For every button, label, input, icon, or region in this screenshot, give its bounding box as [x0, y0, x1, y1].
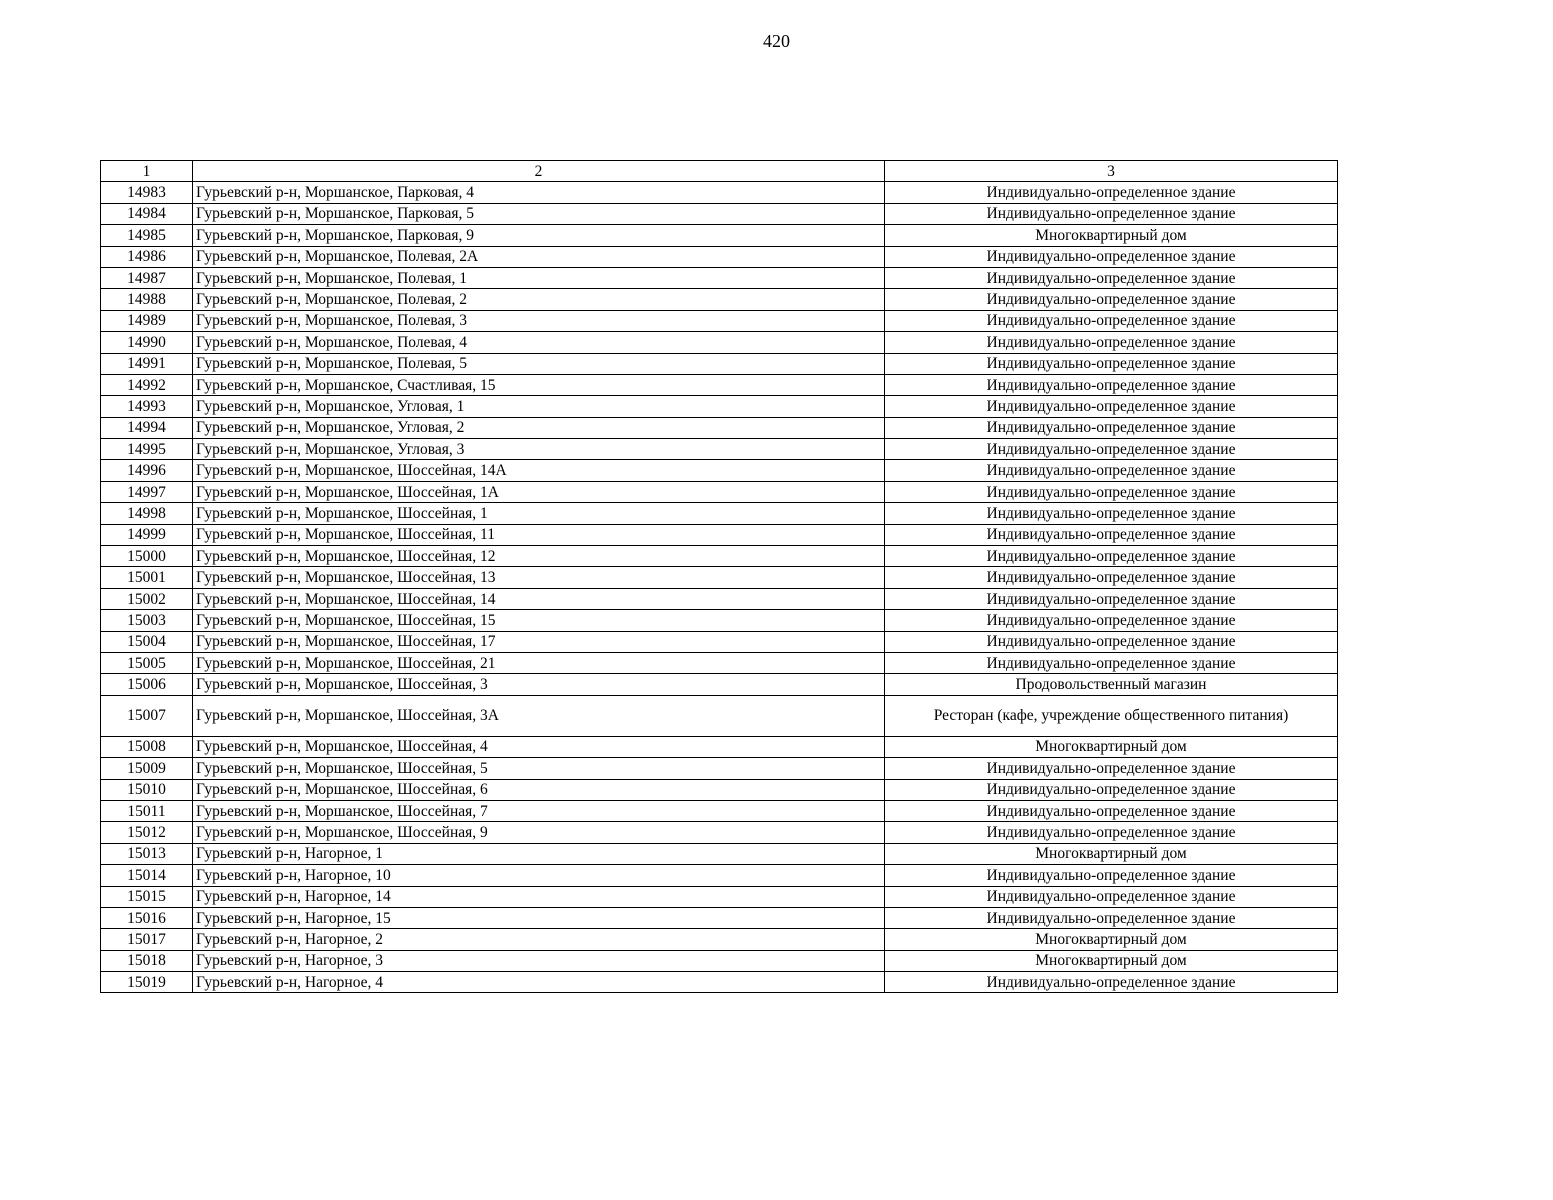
table-row — [101, 972, 1338, 993]
row-number-cell: 15008 — [101, 736, 193, 757]
table-row — [101, 674, 1338, 695]
object-type-cell: Индивидуально-определенное здание — [885, 332, 1338, 353]
object-type-cell: Индивидуально-определенное здание — [885, 865, 1338, 886]
registry-table — [100, 160, 1338, 993]
row-number-cell: 15004 — [101, 631, 193, 652]
table-row — [101, 631, 1338, 652]
row-number-cell: 15006 — [101, 674, 193, 695]
object-type-cell: Продовольственный магазин — [885, 674, 1338, 695]
address-cell: Гурьевский р-н, Моршанское, Парковая, 9 — [193, 225, 885, 246]
table-row — [101, 929, 1338, 950]
row-number-cell: 15010 — [101, 779, 193, 800]
row-number-cell: 14993 — [101, 396, 193, 417]
address-cell: Гурьевский р-н, Моршанское, Шоссейная, 15 — [193, 610, 885, 631]
row-number-cell: 14984 — [101, 203, 193, 224]
table-row — [101, 289, 1338, 310]
object-type-cell: Многоквартирный дом — [885, 950, 1338, 971]
table-row — [101, 907, 1338, 928]
row-number-cell: 14985 — [101, 225, 193, 246]
table-row — [101, 652, 1338, 673]
object-type-cell: Многоквартирный дом — [885, 225, 1338, 246]
row-number-cell: 14983 — [101, 182, 193, 203]
table-row — [101, 950, 1338, 971]
header-cell-3: 3 — [885, 161, 1338, 182]
table-row — [101, 736, 1338, 757]
object-type-cell: Индивидуально-определенное здание — [885, 460, 1338, 481]
object-type-cell: Многоквартирный дом — [885, 929, 1338, 950]
table-row — [101, 843, 1338, 864]
address-cell: Гурьевский р-н, Моршанское, Парковая, 5 — [193, 203, 885, 224]
row-number-cell: 14986 — [101, 246, 193, 267]
row-number-cell: 15015 — [101, 886, 193, 907]
row-number-cell: 14994 — [101, 417, 193, 438]
row-number-cell: 15005 — [101, 652, 193, 673]
address-cell: Гурьевский р-н, Моршанское, Полевая, 2А — [193, 246, 885, 267]
object-type-cell: Индивидуально-определенное здание — [885, 374, 1338, 395]
object-type-cell: Индивидуально-определенное здание — [885, 779, 1338, 800]
address-cell: Гурьевский р-н, Моршанское, Шоссейная, 3 — [193, 674, 885, 695]
address-cell: Гурьевский р-н, Моршанское, Шоссейная, 3А — [193, 695, 885, 736]
object-type-cell: Индивидуально-определенное здание — [885, 822, 1338, 843]
address-cell: Гурьевский р-н, Моршанское, Полевая, 4 — [193, 332, 885, 353]
table-row — [101, 588, 1338, 609]
table-row — [101, 353, 1338, 374]
object-type-cell: Индивидуально-определенное здание — [885, 652, 1338, 673]
object-type-cell: Индивидуально-определенное здание — [885, 524, 1338, 545]
address-cell: Гурьевский р-н, Моршанское, Угловая, 3 — [193, 439, 885, 460]
row-number-cell: 14992 — [101, 374, 193, 395]
address-cell: Гурьевский р-н, Моршанское, Шоссейная, 7 — [193, 800, 885, 821]
object-type-cell: Индивидуально-определенное здание — [885, 546, 1338, 567]
address-cell: Гурьевский р-н, Моршанское, Парковая, 4 — [193, 182, 885, 203]
object-type-cell: Индивидуально-определенное здание — [885, 758, 1338, 779]
address-cell: Гурьевский р-н, Моршанское, Шоссейная, 1А — [193, 481, 885, 502]
row-number-cell: 14991 — [101, 353, 193, 374]
table-row — [101, 417, 1338, 438]
address-cell: Гурьевский р-н, Моршанское, Полевая, 1 — [193, 267, 885, 288]
address-cell: Гурьевский р-н, Моршанское, Шоссейная, 1 — [193, 503, 885, 524]
object-type-cell: Индивидуально-определенное здание — [885, 417, 1338, 438]
address-cell: Гурьевский р-н, Моршанское, Шоссейная, 11 — [193, 524, 885, 545]
object-type-cell: Индивидуально-определенное здание — [885, 567, 1338, 588]
object-type-cell: Индивидуально-определенное здание — [885, 353, 1338, 374]
address-cell: Гурьевский р-н, Нагорное, 4 — [193, 972, 885, 993]
row-number-cell: 15019 — [101, 972, 193, 993]
address-cell: Гурьевский р-н, Моршанское, Шоссейная, 14 — [193, 588, 885, 609]
address-cell: Гурьевский р-н, Нагорное, 10 — [193, 865, 885, 886]
row-number-cell: 15018 — [101, 950, 193, 971]
row-number-cell: 15016 — [101, 907, 193, 928]
object-type-cell: Многоквартирный дом — [885, 736, 1338, 757]
address-cell: Гурьевский р-н, Моршанское, Полевая, 3 — [193, 310, 885, 331]
row-number-cell: 15013 — [101, 843, 193, 864]
row-number-cell: 15001 — [101, 567, 193, 588]
object-type-cell: Индивидуально-определенное здание — [885, 267, 1338, 288]
table-row — [101, 610, 1338, 631]
object-type-cell: Индивидуально-определенное здание — [885, 631, 1338, 652]
address-cell: Гурьевский р-н, Нагорное, 15 — [193, 907, 885, 928]
row-number-cell: 14996 — [101, 460, 193, 481]
object-type-cell: Индивидуально-определенное здание — [885, 439, 1338, 460]
address-cell: Гурьевский р-н, Нагорное, 3 — [193, 950, 885, 971]
table-row — [101, 779, 1338, 800]
table-row — [101, 822, 1338, 843]
object-type-cell: Индивидуально-определенное здание — [885, 396, 1338, 417]
row-number-cell: 14987 — [101, 267, 193, 288]
address-cell: Гурьевский р-н, Моршанское, Шоссейная, 4 — [193, 736, 885, 757]
table-row — [101, 267, 1338, 288]
row-number-cell: 14989 — [101, 310, 193, 331]
table-row — [101, 182, 1338, 203]
object-type-cell: Ресторан (кафе, учреждение общественного питания) — [885, 695, 1338, 736]
object-type-cell: Индивидуально-определенное здание — [885, 800, 1338, 821]
table-row — [101, 886, 1338, 907]
table-row — [101, 203, 1338, 224]
address-cell: Гурьевский р-н, Нагорное, 1 — [193, 843, 885, 864]
table-row — [101, 396, 1338, 417]
address-cell: Гурьевский р-н, Моршанское, Шоссейная, 17 — [193, 631, 885, 652]
address-cell: Гурьевский р-н, Моршанское, Шоссейная, 13 — [193, 567, 885, 588]
object-type-cell: Многоквартирный дом — [885, 843, 1338, 864]
table-row — [101, 865, 1338, 886]
row-number-cell: 15012 — [101, 822, 193, 843]
table-row — [101, 332, 1338, 353]
address-cell: Гурьевский р-н, Моршанское, Полевая, 2 — [193, 289, 885, 310]
table-row — [101, 439, 1338, 460]
row-number-cell: 14990 — [101, 332, 193, 353]
table-body — [101, 182, 1338, 993]
table-row — [101, 524, 1338, 545]
address-cell: Гурьевский р-н, Моршанское, Счастливая, 15 — [193, 374, 885, 395]
row-number-cell: 15011 — [101, 800, 193, 821]
header-cell-2: 2 — [193, 161, 885, 182]
row-number-cell: 15003 — [101, 610, 193, 631]
address-cell: Гурьевский р-н, Моршанское, Шоссейная, 14А — [193, 460, 885, 481]
address-cell: Гурьевский р-н, Нагорное, 14 — [193, 886, 885, 907]
table-row — [101, 374, 1338, 395]
row-number-cell: 15017 — [101, 929, 193, 950]
object-type-cell: Индивидуально-определенное здание — [885, 481, 1338, 502]
row-number-cell: 14999 — [101, 524, 193, 545]
header-cell-1: 1 — [101, 161, 193, 182]
table-row — [101, 246, 1338, 267]
address-cell: Гурьевский р-н, Моршанское, Шоссейная, 21 — [193, 652, 885, 673]
row-number-cell: 14997 — [101, 481, 193, 502]
object-type-cell: Индивидуально-определенное здание — [885, 588, 1338, 609]
address-cell: Гурьевский р-н, Моршанское, Угловая, 1 — [193, 396, 885, 417]
row-number-cell: 15002 — [101, 588, 193, 609]
address-cell: Гурьевский р-н, Моршанское, Полевая, 5 — [193, 353, 885, 374]
table-row — [101, 225, 1338, 246]
address-cell: Гурьевский р-н, Нагорное, 2 — [193, 929, 885, 950]
object-type-cell: Индивидуально-определенное здание — [885, 310, 1338, 331]
address-cell: Гурьевский р-н, Моршанское, Шоссейная, 6 — [193, 779, 885, 800]
table-row — [101, 800, 1338, 821]
object-type-cell: Индивидуально-определенное здание — [885, 610, 1338, 631]
object-type-cell: Индивидуально-определенное здание — [885, 503, 1338, 524]
table-row — [101, 567, 1338, 588]
row-number-cell: 15014 — [101, 865, 193, 886]
table-row — [101, 503, 1338, 524]
row-number-cell: 14998 — [101, 503, 193, 524]
table-header-row — [101, 161, 1338, 182]
address-cell: Гурьевский р-н, Моршанское, Шоссейная, 5 — [193, 758, 885, 779]
object-type-cell: Индивидуально-определенное здание — [885, 203, 1338, 224]
row-number-cell: 15007 — [101, 695, 193, 736]
row-number-cell: 15000 — [101, 546, 193, 567]
row-number-cell: 15009 — [101, 758, 193, 779]
object-type-cell: Индивидуально-определенное здание — [885, 182, 1338, 203]
row-number-cell: 14988 — [101, 289, 193, 310]
address-cell: Гурьевский р-н, Моршанское, Угловая, 2 — [193, 417, 885, 438]
table-row — [101, 481, 1338, 502]
table-row — [101, 310, 1338, 331]
object-type-cell: Индивидуально-определенное здание — [885, 972, 1338, 993]
table-row — [101, 758, 1338, 779]
row-number-cell: 14995 — [101, 439, 193, 460]
address-cell: Гурьевский р-н, Моршанское, Шоссейная, 9 — [193, 822, 885, 843]
object-type-cell: Индивидуально-определенное здание — [885, 886, 1338, 907]
table-row — [101, 460, 1338, 481]
page-number: 420 — [763, 31, 790, 51]
table-row — [101, 695, 1338, 736]
address-cell: Гурьевский р-н, Моршанское, Шоссейная, 12 — [193, 546, 885, 567]
object-type-cell: Индивидуально-определенное здание — [885, 907, 1338, 928]
object-type-cell: Индивидуально-определенное здание — [885, 246, 1338, 267]
table-row — [101, 546, 1338, 567]
object-type-cell: Индивидуально-определенное здание — [885, 289, 1338, 310]
